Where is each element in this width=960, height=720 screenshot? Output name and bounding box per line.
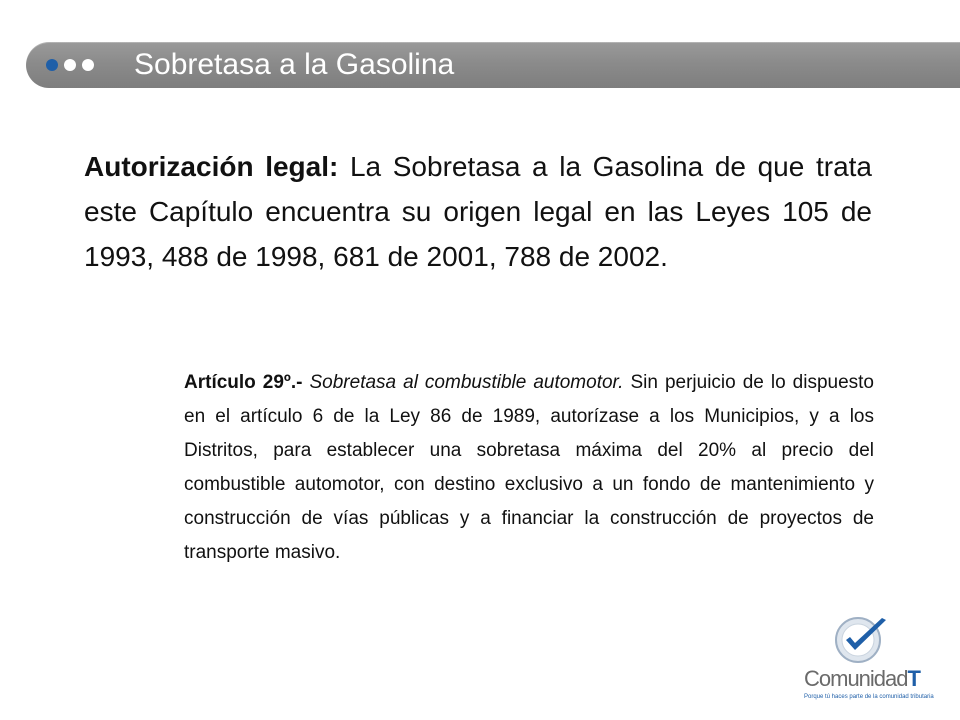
article-body: Sin perjuicio de lo dispuesto en el artículo 6 de la Ley 86 de 1989, autorízase a los Municipios, y a los Distritos, para establecer una sobretasa máxima del 20% al precio del combustible automotor, con destino exclusivo a un fondo de mantenimiento y construcción de vías públicas y a financiar la construcción de proyectos de transporte masivo. <box>184 372 874 563</box>
legal-authorization-paragraph <box>84 144 872 279</box>
logo <box>796 614 944 710</box>
lead-label: Autorización legal: <box>84 151 339 182</box>
logo-tagline: Porque tú haces parte de la comunidad tributaria <box>804 694 934 700</box>
lead-text: La Sobretasa a la Gasolina de que trata este Capítulo encuentra su origen legal en las Leyes 105 de 1993, 488 de 1998, 681 de 2001, 788 de 2002. <box>84 151 872 272</box>
dot-icon <box>46 59 58 71</box>
logo-wordmark: ComunidadT <box>804 666 920 691</box>
article-title: Sobretasa al combustible automotor. <box>302 372 624 393</box>
check-circle-icon <box>832 614 892 666</box>
article-paragraph <box>184 366 874 570</box>
article-label: Artículo 29º.- <box>184 372 303 393</box>
dot-icon <box>82 59 94 71</box>
title-dots <box>46 58 94 72</box>
dot-icon <box>64 59 76 71</box>
page-title: Sobretasa a la Gasolina <box>134 48 455 81</box>
